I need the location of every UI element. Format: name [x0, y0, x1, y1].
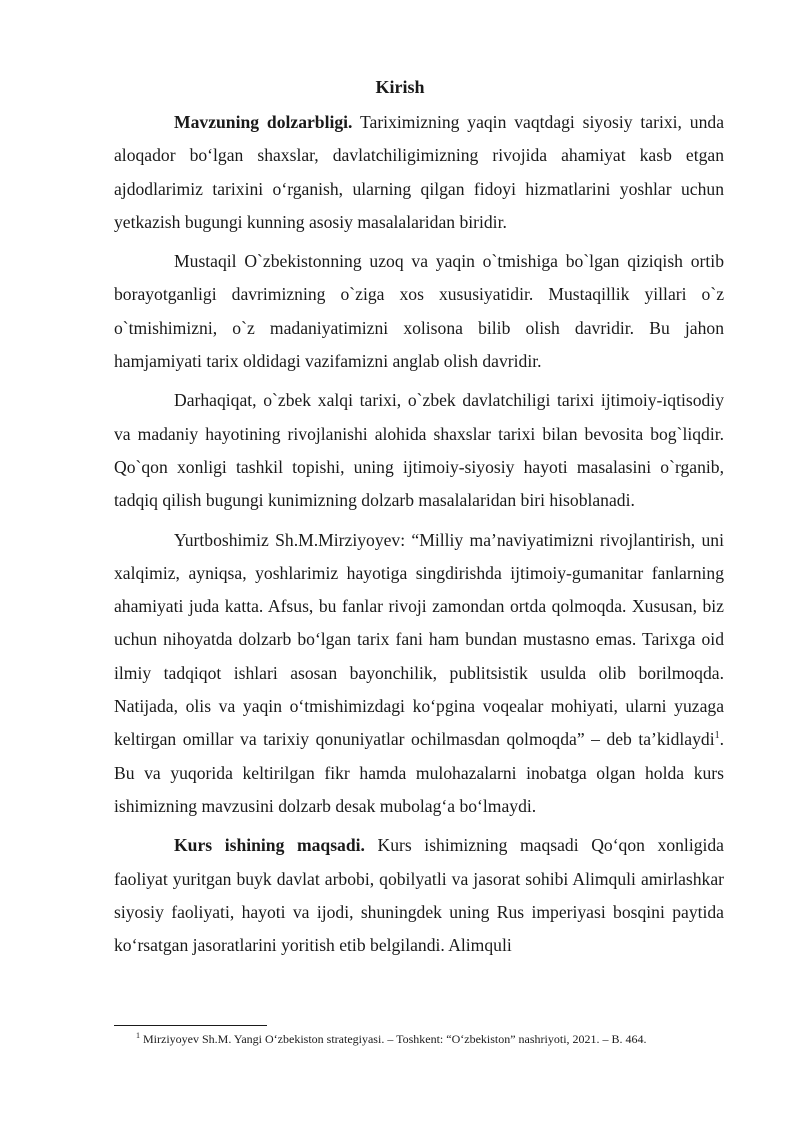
paragraph-text: Yurtboshimiz Sh.M.Mirziyoyev: “Milliy ma’naviyatimizni rivojlantirish, uni xalqimiz, ayniqsa, yoshlarimiz hayotiga singdirishda ijtimoiy-gumanitar fanlarning ahamiyati juda katta. Afsus, bu fanlar rivoji zamondan ortda qolmoqda. Xususan, biz uchun nihoyatda dolzarb bo‘lgan tarix fani ham bundan mustasno emas. Tarixga oid ilmiy tadqiqot ishlari asosan bayonchilik, publitsistik usulda olib borilmoqda. Natijada, olis va yaqin o‘tmishimizdagi ko‘pgina voqealar mohiyati, ularni yuzaga keltirgan omillar va tarixiy qonuniyatlar ochilmasdan qolmoqda” – deb ta’kidlaydi: [114, 529, 724, 750]
body-text: [114, 106, 724, 968]
paragraph-statehood: [114, 384, 724, 517]
paragraph-text-continued: . Bu va yuqorida keltirilgan fikr hamda mulohazalarni inobatga olgan holda kurs ishimizning mavzusini dolzarb desak mubolag‘a bo‘lmaydi.: [114, 729, 724, 816]
footnote-separator: [114, 1025, 267, 1026]
purpose-heading: Kurs ishining maqsadi.: [174, 835, 365, 856]
paragraph-purpose: [114, 829, 724, 962]
relevance-heading: Mavzuning dolzarbligi.: [174, 112, 353, 132]
page-title: Kirish: [375, 77, 425, 97]
footnote-text: Mirziyoyev Sh.M. Yangi O‘zbekiston strategiyasi. – Toshkent: “O‘zbekiston” nashriyoti, 2021. – B. 464.: [140, 1032, 647, 1046]
paragraph-text: Mustaqil O`zbekistonning uzoq va yaqin o`tmishiga bo`lgan qiziqish ortib borayotganligi davrimizning o`ziga xos xususiyatidir. Mustaqillik yillari o`z o`tmishimizni, o`z madaniyatimizni xolisona bilib olish davridir. Bu jahon hamjamiyati tarix oldidagi vazifamizni anglab olish davridir.: [114, 251, 724, 372]
paragraph-quote: [114, 524, 724, 824]
paragraph-independence: [114, 245, 724, 378]
paragraph-text: Darhaqiqat, o`zbek xalqi tarixi, o`zbek davlatchiligi tarixi ijtimoiy-iqtisodiy va madaniy hayotining rivojlanishi alohida shaxslar tarixi bilan bevosita bog`liqdir. Qo`qon xonligi tashkil topishi, uning ijtimoiy-siyosiy hayoti masalasini o`rganib, tadqiq qilish bugungi kunimizning dolzarb masalalaridan biri hisoblanadi.: [114, 390, 724, 511]
footnote-reference[interactable]: 1: [714, 730, 720, 742]
paragraph-relevance: [114, 106, 724, 239]
paragraph-text: Tariximizning yaqin vaqtdagi siyosiy tarixi, unda aloqador bo‘lgan shaxslar, davlatchiligimizning rivojida ahamiyat kasb etgan ajdodlarimiz tarixini o‘rganish, ularning qilgan fidoyi hizmatlarini yoshlar uchun yetkazish bugungi kunning asosiy masalalaridan biridir.: [114, 112, 725, 232]
paragraph-text: Kurs ishimizning maqsadi Qo‘qon xonligida faoliyat yuritgan buyk davlat arbobi, qobilyatli va jasorat sohibi Alimquli amirlashkar siyosiy faoliyati, hayoti va ijodi, shuningdek uning Rus imperiyasi bosqini paytida ko‘rsatgan jasoratlarini yoritish etib belgilandi. Alimquli: [114, 835, 724, 956]
footnote-number: 1: [136, 1031, 140, 1040]
footnote: [114, 1031, 734, 1047]
